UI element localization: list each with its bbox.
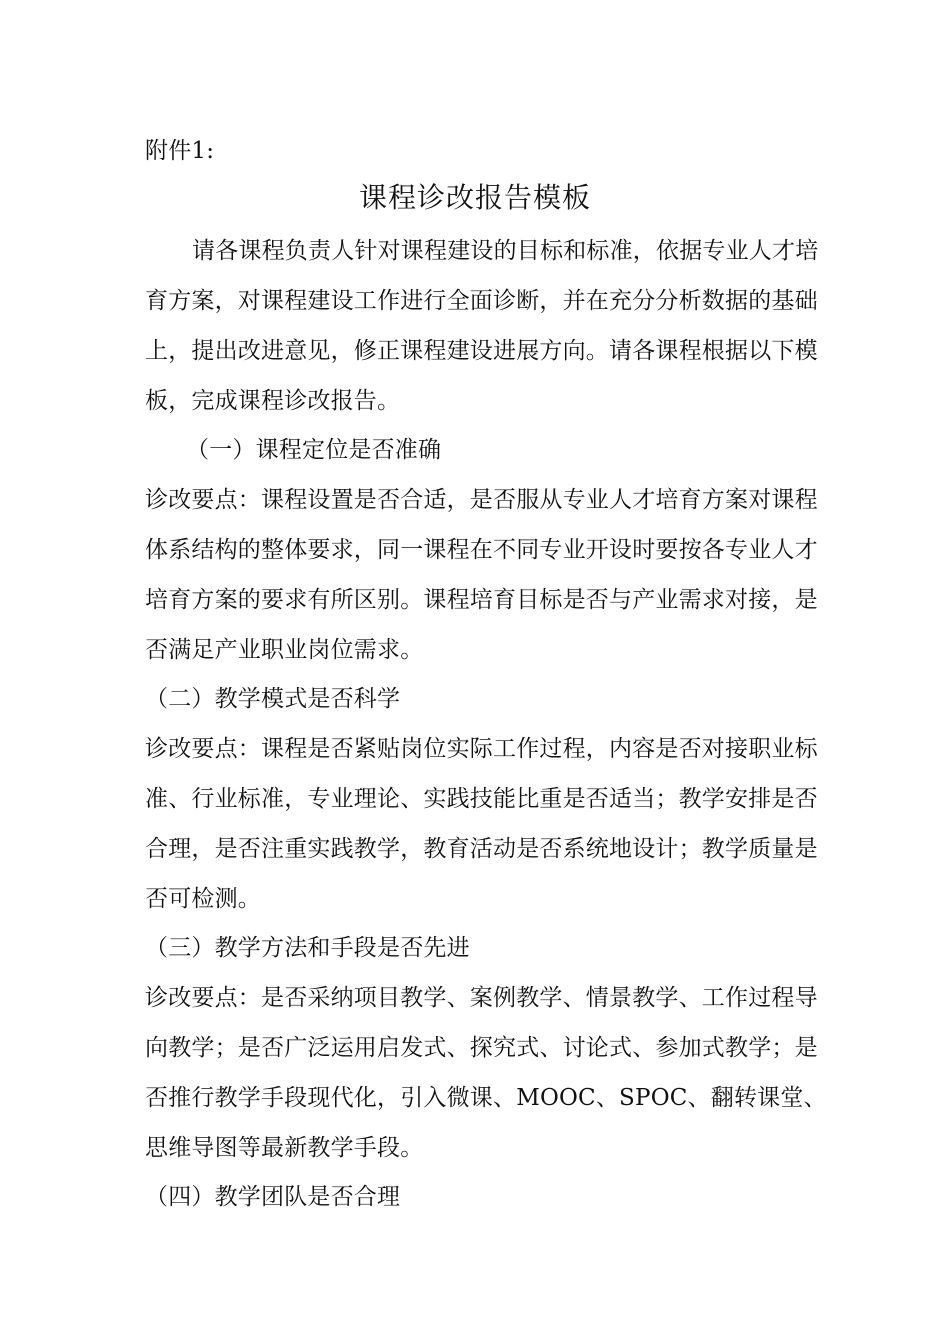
document-title: 课程诊改报告模板 xyxy=(358,181,591,214)
intro-line: 上，提出改进意见，修正课程建设进展方向。请各课程根据以下模 xyxy=(145,338,818,364)
section-heading: （三）教学方法和手段是否先进 xyxy=(145,935,470,961)
attachment-label: 附件1: xyxy=(145,138,215,164)
section-line: 诊改要点：课程是否紧贴岗位实际工作过程，内容是否对接职业标 xyxy=(145,736,818,762)
section-line: 思维导图等最新教学手段。 xyxy=(145,1135,424,1161)
intro-line: 板，完成课程诊改报告。 xyxy=(145,388,401,414)
section-line: 否推行教学手段现代化，引入微课、MOOC、SPOC、翻转课堂、 xyxy=(145,1085,827,1111)
section-line: 培育方案的要求有所区别。课程培育目标是否与产业需求对接，是 xyxy=(145,587,818,613)
section-line: 诊改要点：课程设置是否合适，是否服从专业人才培育方案对课程 xyxy=(145,487,818,513)
intro-line: 育方案，对课程建设工作进行全面诊断，并在充分分析数据的基础 xyxy=(145,288,818,314)
section-heading: （四）教学团队是否合理 xyxy=(145,1184,401,1210)
section-heading: （二）教学模式是否科学 xyxy=(145,686,401,712)
section-line: 体系结构的整体要求，同一课程在不同专业开设时要按各专业人才 xyxy=(145,537,818,563)
section-line: 否可检测。 xyxy=(145,886,261,912)
intro-line: 请各课程负责人针对课程建设的目标和标准，依据专业人才培 xyxy=(192,238,819,264)
section-line: 诊改要点：是否采纳项目教学、案例教学、情景教学、工作过程导 xyxy=(145,985,818,1011)
section-line: 否满足产业职业岗位需求。 xyxy=(145,637,424,663)
section-line: 合理，是否注重实践教学，教育活动是否系统地设计；教学质量是 xyxy=(145,836,818,862)
section-heading: （一）课程定位是否准确 xyxy=(186,437,442,463)
section-line: 向教学；是否广泛运用启发式、探究式、讨论式、参加式教学；是 xyxy=(145,1035,818,1061)
section-line: 准、行业标准，专业理论、实践技能比重是否适当；教学安排是否 xyxy=(145,786,818,812)
